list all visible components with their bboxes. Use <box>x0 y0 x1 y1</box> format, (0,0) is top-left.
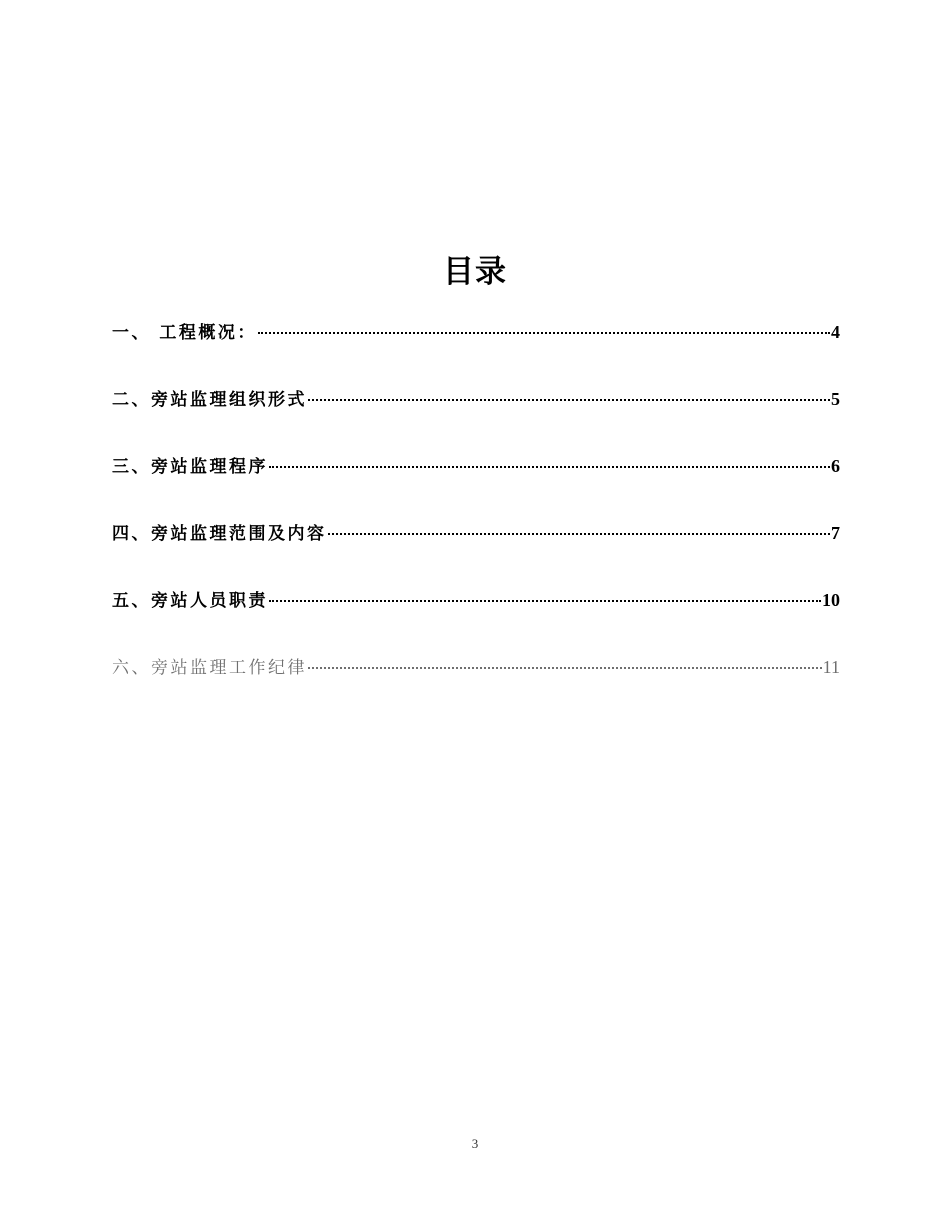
toc-entry-label: 五、旁站人员职责 <box>112 591 268 611</box>
toc-leader-dots <box>308 399 830 401</box>
toc-entry-label: 二、旁站监理组织形式 <box>112 390 307 410</box>
toc-entry-page: 6 <box>831 456 840 476</box>
toc-leader-dots <box>269 466 830 468</box>
page-number: 3 <box>471 1136 479 1151</box>
toc-entry-1[interactable] <box>112 314 840 381</box>
toc-entry-page: 10 <box>822 590 840 610</box>
toc-leader-dots <box>308 667 822 669</box>
toc-entry-4[interactable] <box>112 515 840 582</box>
toc-entry-5[interactable] <box>112 582 840 649</box>
toc-leader-dots <box>269 600 821 602</box>
toc-entry-label: 六、旁站监理工作纪律 <box>112 658 307 678</box>
toc-entry-2[interactable] <box>112 381 840 448</box>
toc-title: 目录 <box>443 254 507 290</box>
toc-entry-3[interactable] <box>112 448 840 515</box>
toc-entry-label: 四、旁站监理范围及内容 <box>112 524 327 544</box>
toc-list <box>112 314 840 716</box>
toc-entry-label: 三、旁站监理程序 <box>112 457 268 477</box>
toc-leader-dots <box>328 533 831 535</box>
toc-leader-dots <box>258 332 830 334</box>
toc-entry-page: 11 <box>822 657 840 677</box>
toc-entry-label: 一、 工程概况： <box>112 323 257 343</box>
toc-entry-page: 4 <box>831 322 840 342</box>
toc-entry-page: 7 <box>831 523 840 543</box>
toc-entry-6[interactable] <box>112 649 840 716</box>
toc-entry-page: 5 <box>831 389 840 409</box>
